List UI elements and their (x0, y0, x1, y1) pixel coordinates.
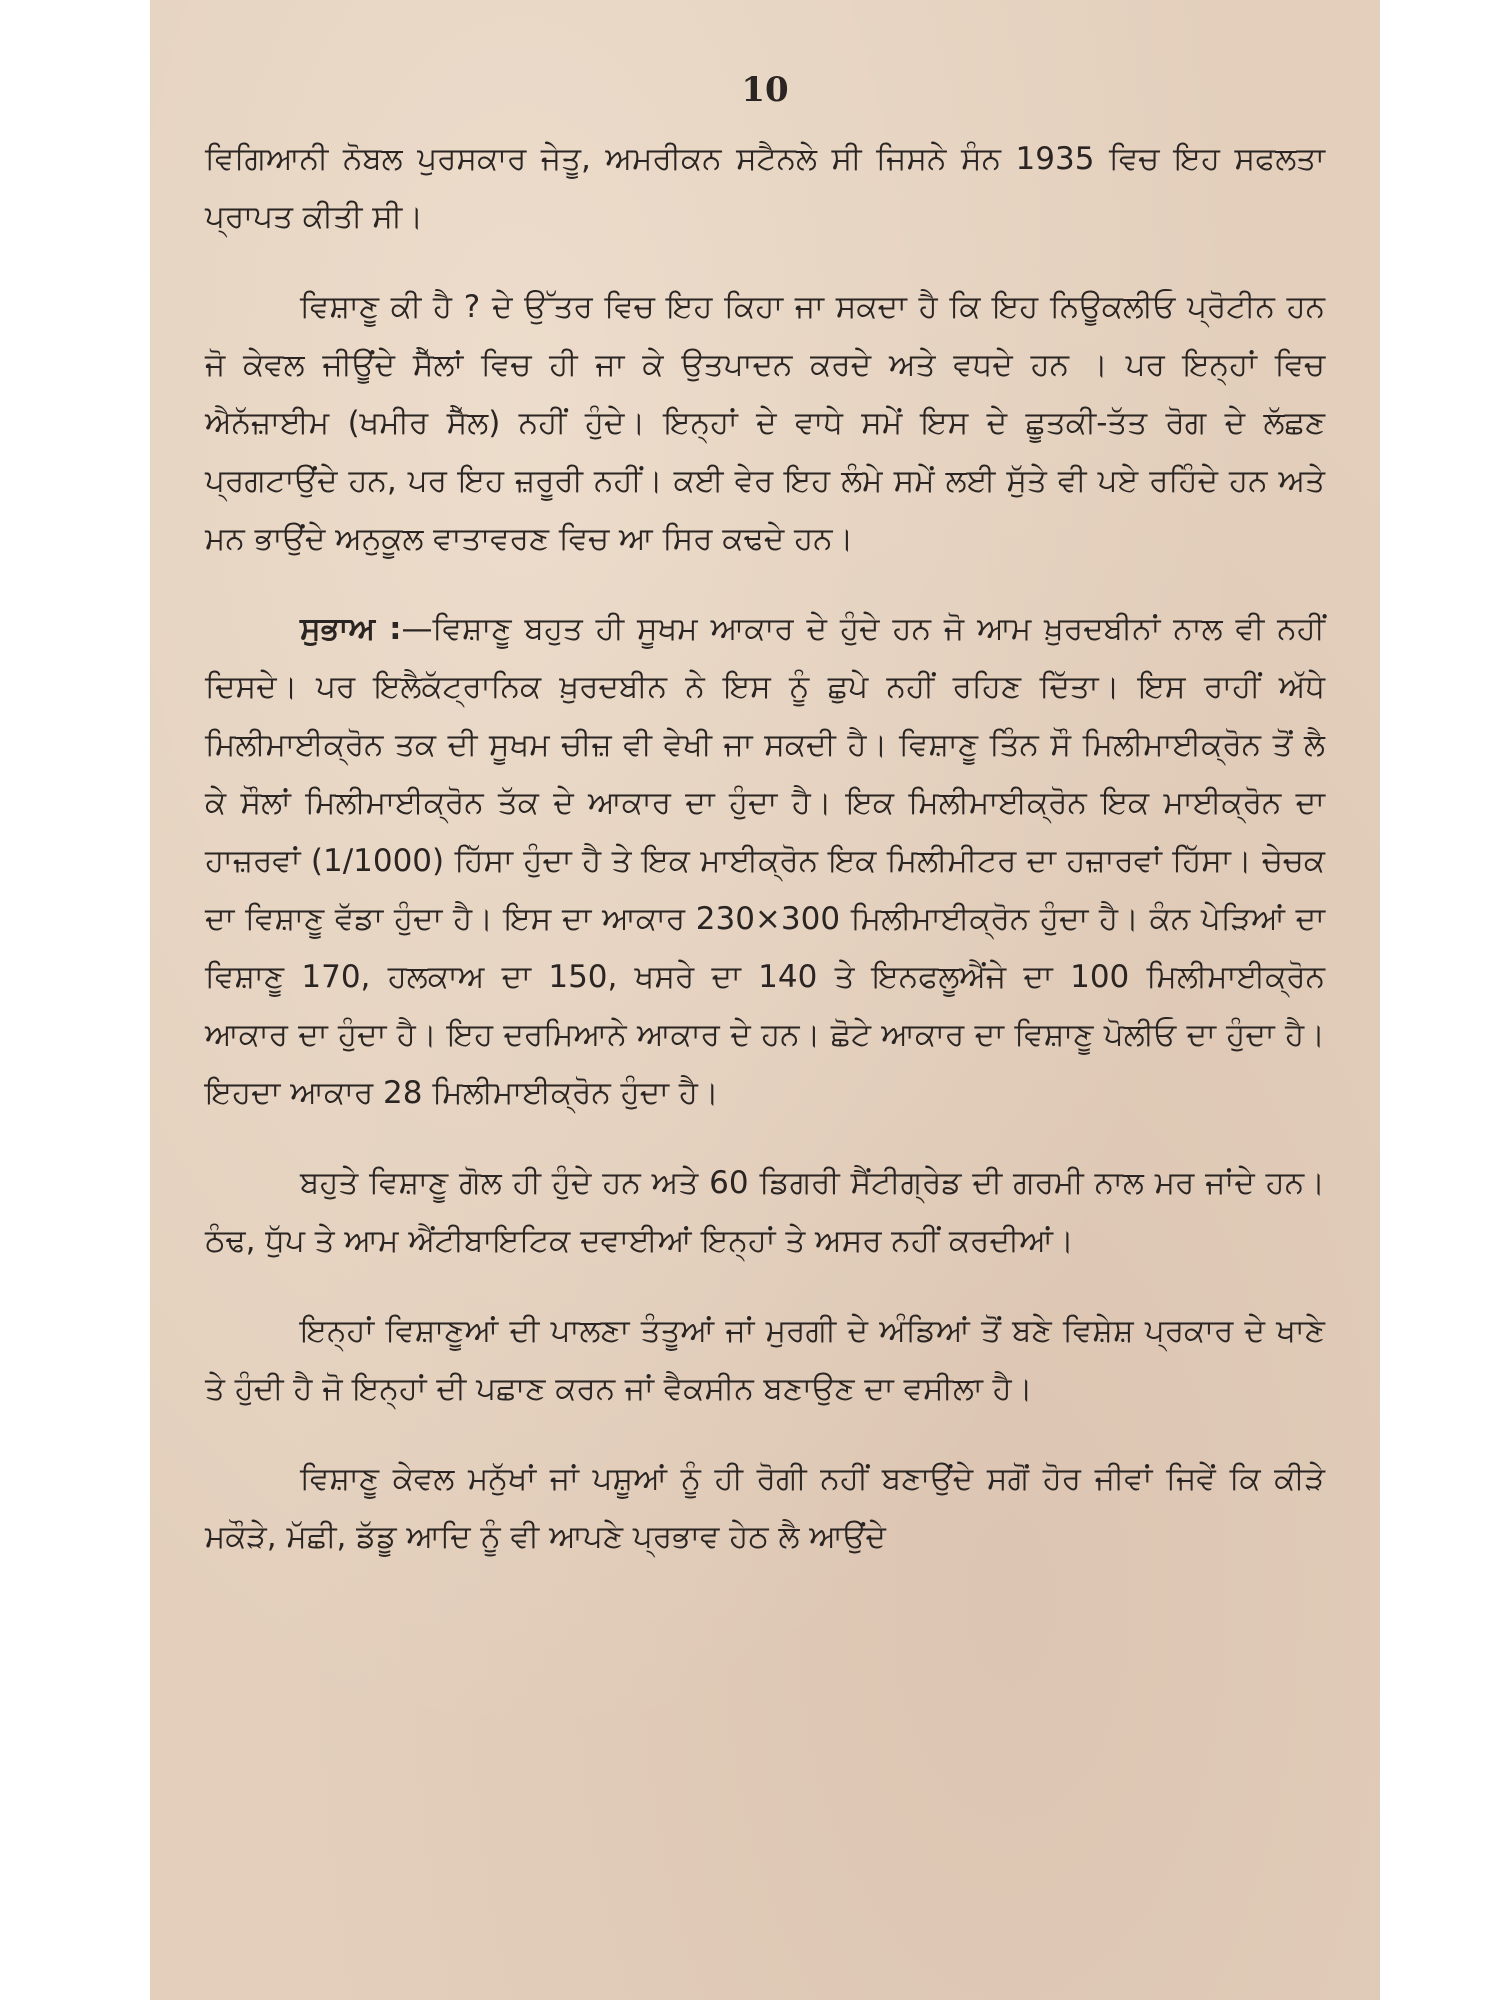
paragraph-3 (205, 600, 1325, 1122)
paragraph-4: ਬਹੁਤੇ ਵਿਸ਼ਾਣੂ ਗੋਲ ਹੀ ਹੁੰਦੇ ਹਨ ਅਤੇ 60 ਡਿਗਰੀ ਸੈਂਟੀਗ੍ਰੇਡ ਦੀ ਗਰਮੀ ਨਾਲ ਮਰ ਜਾਂਦੇ ਹਨ। ਠੰਢ, ਧੁੱਪ ਤੇ ਆਮ ਐਂਟੀਬਾਇਟਿਕ ਦਵਾਈਆਂ ਇਨ੍ਹਾਂ ਤੇ ਅਸਰ ਨਹੀਂ ਕਰਦੀਆਂ। (205, 1165, 1325, 1259)
page-number: 10 (741, 70, 789, 110)
book-page (150, 0, 1380, 2000)
paragraph-6: ਵਿਸ਼ਾਣੂ ਕੇਵਲ ਮਨੁੱਖਾਂ ਜਾਂ ਪਸ਼ੂਆਂ ਨੂੰ ਹੀ ਰੋਗੀ ਨਹੀਂ ਬਣਾਉਂਦੇ ਸਗੋਂ ਹੋਰ ਜੀਵਾਂ ਜਿਵੇਂ ਕਿ ਕੀੜੇ ਮਕੌੜੇ, ਮੱਛੀ, ਡੱਡੂ ਆਦਿ ਨੂੰ ਵੀ ਆਪਣੇ ਪ੍ਰਭਾਵ ਹੇਠ ਲੈ ਆਉਂਦੇ (205, 1461, 1325, 1555)
section-heading: ਸੁਭਾਅ : (300, 611, 402, 647)
page-text (205, 130, 1325, 1566)
paragraph-2: ਵਿਸ਼ਾਣੂ ਕੀ ਹੈ ? ਦੇ ਉੱਤਰ ਵਿਚ ਇਹ ਕਿਹਾ ਜਾ ਸਕਦਾ ਹੈ ਕਿ ਇਹ ਨਿਊਕਲੀਓ ਪ੍ਰੋਟੀਨ ਹਨ ਜੋ ਕੇਵਲ ਜੀਊਂਦੇ ਸੈੱਲਾਂ ਵਿਚ ਹੀ ਜਾ ਕੇ ਉਤਪਾਦਨ ਕਰਦੇ ਅਤੇ ਵਧਦੇ ਹਨ । ਪਰ ਇਨ੍ਹਾਂ ਵਿਚ ਐਨੱਜ਼ਾਈਮ (ਖਮੀਰ ਸੈੱਲ) ਨਹੀਂ ਹੁੰਦੇ। ਇਨ੍ਹਾਂ ਦੇ ਵਾਧੇ ਸਮੇਂ ਇਸ ਦੇ ਛੂਤਕੀ-ਤੱਤ ਰੋਗ ਦੇ ਲੱਛਣ ਪ੍ਰਗਟਾਉਂਦੇ ਹਨ, ਪਰ ਇਹ ਜ਼ਰੂਰੀ ਨਹੀਂ। ਕਈ ਵੇਰ ਇਹ ਲੰਮੇ ਸਮੇਂ ਲਈ ਸੁੱਤੇ ਵੀ ਪਏ ਰਹਿੰਦੇ ਹਨ ਅਤੇ ਮਨ ਭਾਉਂਦੇ ਅਨੁਕੂਲ ਵਾਤਾਵਰਣ ਵਿਚ ਆ ਸਿਰ ਕਢਦੇ ਹਨ। (205, 289, 1325, 557)
paragraph-1: ਵਿਗਿਆਨੀ ਨੋਬਲ ਪੁਰਸਕਾਰ ਜੇਤੂ, ਅਮਰੀਕਨ ਸਟੈਨਲੇ ਸੀ ਜਿਸਨੇ ਸੰਨ 1935 ਵਿਚ ਇਹ ਸਫਲਤਾ ਪ੍ਰਾਪਤ ਕੀਤੀ ਸੀ। (205, 141, 1325, 235)
paragraph-5: ਇਨ੍ਹਾਂ ਵਿਸ਼ਾਣੂਆਂ ਦੀ ਪਾਲਣਾ ਤੰਤੂਆਂ ਜਾਂ ਮੁਰਗੀ ਦੇ ਅੰਡਿਆਂ ਤੋਂ ਬਣੇ ਵਿਸ਼ੇਸ਼ ਪ੍ਰਕਾਰ ਦੇ ਖਾਣੇ ਤੇ ਹੁੰਦੀ ਹੈ ਜੋ ਇਨ੍ਹਾਂ ਦੀ ਪਛਾਣ ਕਰਨ ਜਾਂ ਵੈਕਸੀਨ ਬਣਾਉਣ ਦਾ ਵਸੀਲਾ ਹੈ। (205, 1313, 1325, 1407)
paragraph-3-text: —ਵਿਸ਼ਾਣੂ ਬਹੁਤ ਹੀ ਸੂਖਮ ਆਕਾਰ ਦੇ ਹੁੰਦੇ ਹਨ ਜੋ ਆਮ ਖ਼ੁਰਦਬੀਨਾਂ ਨਾਲ ਵੀ ਨਹੀਂ ਦਿਸਦੇ। ਪਰ ਇਲੈਕੱਟ੍ਰਾਨਿਕ ਖ਼ੁਰਦਬੀਨ ਨੇ ਇਸ ਨੂੰ ਛੁਪੇ ਨਹੀਂ ਰਹਿਣ ਦਿੱਤਾ। ਇਸ ਰਾਹੀਂ ਅੱਧੇ ਮਿਲੀਮਾਈਕ੍ਰੋਨ ਤਕ ਦੀ ਸੂਖਮ ਚੀਜ਼ ਵੀ ਵੇਖੀ ਜਾ ਸਕਦੀ ਹੈ। ਵਿਸ਼ਾਣੂ ਤਿੰਨ ਸੌ ਮਿਲੀਮਾਈਕ੍ਰੋਨ ਤੋਂ ਲੈ ਕੇ ਸੌਲਾਂ ਮਿਲੀਮਾਈਕ੍ਰੋਨ ਤੱਕ ਦੇ ਆਕਾਰ ਦਾ ਹੁੰਦਾ ਹੈ। ਇਕ ਮਿਲੀਮਾਈਕ੍ਰੋਨ ਇਕ ਮਾਈਕ੍ਰੋਨ ਦਾ ਹਾਜ਼ਰਵਾਂ (1/1000) ਹਿੱਸਾ ਹੁੰਦਾ ਹੈ ਤੇ ਇਕ ਮਾਈਕ੍ਰੋਨ ਇਕ ਮਿਲੀਮੀਟਰ ਦਾ ਹਜ਼ਾਰਵਾਂ ਹਿੱਸਾ। ਚੇਚਕ ਦਾ ਵਿਸ਼ਾਣੂ ਵੱਡਾ ਹੁੰਦਾ ਹੈ। ਇਸ ਦਾ ਆਕਾਰ 230×300 ਮਿਲੀਮਾਈਕ੍ਰੋਨ ਹੁੰਦਾ ਹੈ। ਕੰਨ ਪੇੜਿਆਂ ਦਾ ਵਿਸ਼ਾਣੂ 170, ਹਲਕਾਅ ਦਾ 150, ਖਸਰੇ ਦਾ 140 ਤੇ ਇਨਫਲੂਐਂਜੇ ਦਾ 100 ਮਿਲੀਮਾਈਕ੍ਰੋਨ ਆਕਾਰ ਦਾ ਹੁੰਦਾ ਹੈ। ਇਹ ਦਰਮਿਆਨੇ ਆਕਾਰ ਦੇ ਹਨ। ਛੋਟੇ ਆਕਾਰ ਦਾ ਵਿਸ਼ਾਣੂ ਪੋਲੀਓ ਦਾ ਹੁੰਦਾ ਹੈ। ਇਹਦਾ ਆਕਾਰ 28 ਮਿਲੀਮਾਈਕ੍ਰੋਨ ਹੁੰਦਾ ਹੈ। (205, 611, 1325, 1111)
